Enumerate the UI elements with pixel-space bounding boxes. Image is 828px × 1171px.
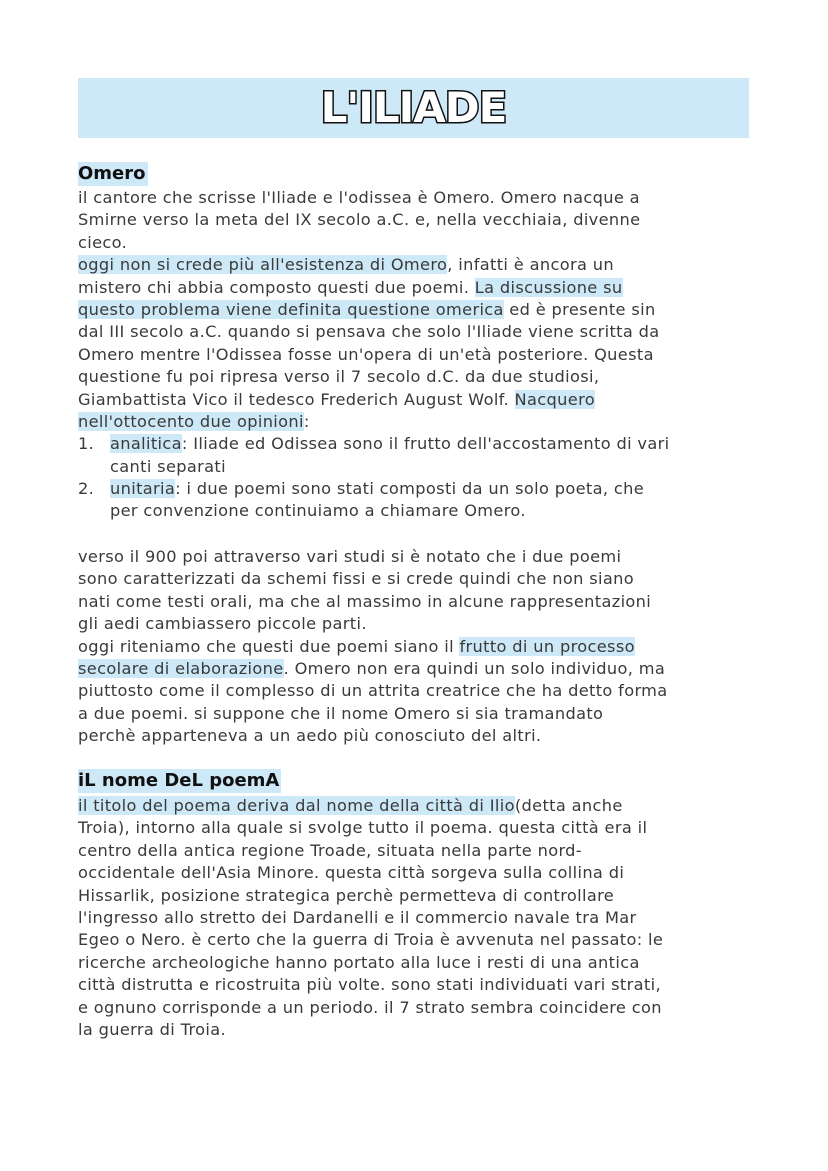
paragraph-line bbox=[78, 277, 758, 299]
paragraph-line bbox=[78, 636, 758, 658]
paragraph-line: cieco. bbox=[78, 232, 128, 252]
highlighted-text: questo problema viene definita questione omerica bbox=[78, 299, 504, 319]
text-run: (detta anche bbox=[514, 796, 623, 815]
highlighted-term: unitaria bbox=[110, 479, 176, 499]
paragraph-line bbox=[110, 478, 758, 500]
text-run: mistero chi abbia composto questi due poemi. bbox=[78, 277, 475, 297]
highlighted-text: La discussione su bbox=[474, 277, 623, 297]
paragraph-line bbox=[78, 411, 758, 433]
list-number: 1. bbox=[78, 434, 95, 454]
section-heading-nome-poema: iL nome DeL poemA bbox=[78, 770, 280, 791]
paragraph-line: la guerra di Troia. bbox=[78, 1019, 226, 1039]
paragraph-line: perchè apparteneva a un aedo più conosciuto del altri. bbox=[78, 726, 542, 746]
paragraph-line: sono caratterizzati da schemi fissi e si crede quindi che non siano bbox=[78, 569, 634, 589]
highlighted-text: Nacquero bbox=[514, 389, 595, 409]
paragraph-line: città distrutta e ricostruita più volte. sono stati individuati vari strati, bbox=[78, 975, 661, 995]
paragraph-line: e ognuno corrisponde a un periodo. il 7 strato sembra coincidere con bbox=[78, 997, 662, 1017]
paragraph-line: occidentale dell'Asia Minore. questa città sorgeva sulla collina di bbox=[78, 863, 625, 883]
list-item bbox=[78, 478, 758, 523]
paragraph-line: a due poemi. si suppone che il nome Omero si sia tramandato bbox=[78, 703, 604, 723]
paragraph-line bbox=[78, 389, 758, 411]
list-number: 2. bbox=[78, 479, 95, 499]
paragraph-line: piuttosto come il complesso di un attrita creatrice che ha detto forma bbox=[78, 681, 668, 701]
paragraph-line bbox=[78, 658, 758, 680]
paragraph-line: ricerche archeologiche hanno portato alla luce i resti di una antica bbox=[78, 952, 640, 972]
text-run: : bbox=[303, 411, 310, 431]
highlighted-text: frutto di un processo bbox=[459, 636, 635, 656]
paragraph-line: Troia), intorno alla quale si svolge tutto il poema. questa città era il bbox=[78, 818, 648, 838]
section-omero-body bbox=[78, 187, 758, 523]
paragraph-line: gli aedi cambiassero piccole parti. bbox=[78, 614, 367, 634]
text-run: oggi riteniamo che questi due poemi siano il bbox=[78, 636, 460, 656]
paragraph-line: Hissarlik, posizione strategica perchè permetteva di controllare bbox=[78, 885, 615, 905]
paragraph-line: l'ingresso allo stretto dei Dardanelli e il commercio navale tra Mar bbox=[78, 907, 637, 927]
text-run: : Iliade ed Odissea sono il frutto dell'accostamento di vari bbox=[181, 434, 670, 454]
title-banner bbox=[78, 78, 749, 138]
paragraph-line: questione fu poi ripresa verso il 7 secolo d.C. da due studiosi, bbox=[78, 367, 600, 387]
page-title: L'ILIADE bbox=[320, 83, 507, 132]
highlighted-term: analitica bbox=[110, 434, 182, 454]
paragraph-line bbox=[78, 795, 758, 817]
section-heading-omero: Omero bbox=[78, 163, 146, 184]
paragraph-line: Smirne verso la meta del IX secolo a.C. e, nella vecchiaia, divenne bbox=[78, 210, 641, 230]
paragraph-line bbox=[110, 433, 758, 455]
text-run: ed è presente sin bbox=[503, 299, 656, 319]
paragraph-line: verso il 900 poi attraverso vari studi si è notato che i due poemi bbox=[78, 547, 622, 566]
paragraph-line: Omero mentre l'Odissea fosse un'opera di un'età posteriore. Questa bbox=[78, 344, 654, 364]
text-run: . Omero non era quindi un solo individuo, ma bbox=[283, 658, 666, 678]
paragraph-line: dal III secolo a.C. quando si pensava che solo l'Iliade viene scritta da bbox=[78, 322, 660, 342]
paragraph-line: per convenzione continuiamo a chiamare Omero. bbox=[110, 501, 526, 521]
text-run: , infatti è ancora un bbox=[447, 255, 614, 275]
highlighted-text: nell'ottocento due opinioni bbox=[78, 411, 304, 431]
text-run: : i due poemi sono stati composti da un solo poeta, che bbox=[175, 479, 645, 499]
section-omero-body-2 bbox=[78, 546, 758, 748]
paragraph-line bbox=[78, 299, 758, 321]
section-nome-poema-body bbox=[78, 795, 758, 1041]
list-item bbox=[78, 433, 758, 478]
paragraph-line: centro della antica regione Troade, situata nella parte nord- bbox=[78, 840, 582, 860]
paragraph-line: il cantore che scrisse l'Iliade e l'odissea è Omero. Omero nacque a bbox=[78, 188, 640, 207]
highlighted-text: oggi non si crede più all'esistenza di Omero bbox=[78, 255, 448, 275]
paragraph-line bbox=[78, 254, 758, 276]
highlighted-text: secolare di elaborazione bbox=[78, 658, 284, 678]
paragraph-line: Egeo o Nero. è certo che la guerra di Troia è avvenuta nel passato: le bbox=[78, 930, 664, 950]
paragraph-line: canti separati bbox=[110, 456, 226, 476]
highlighted-text: il titolo del poema deriva dal nome della città di Ilio bbox=[78, 796, 515, 815]
text-run: Giambattista Vico il tedesco Frederich August Wolf. bbox=[78, 389, 515, 409]
paragraph-line: nati come testi orali, ma che al massimo in alcune rappresentazioni bbox=[78, 591, 652, 611]
